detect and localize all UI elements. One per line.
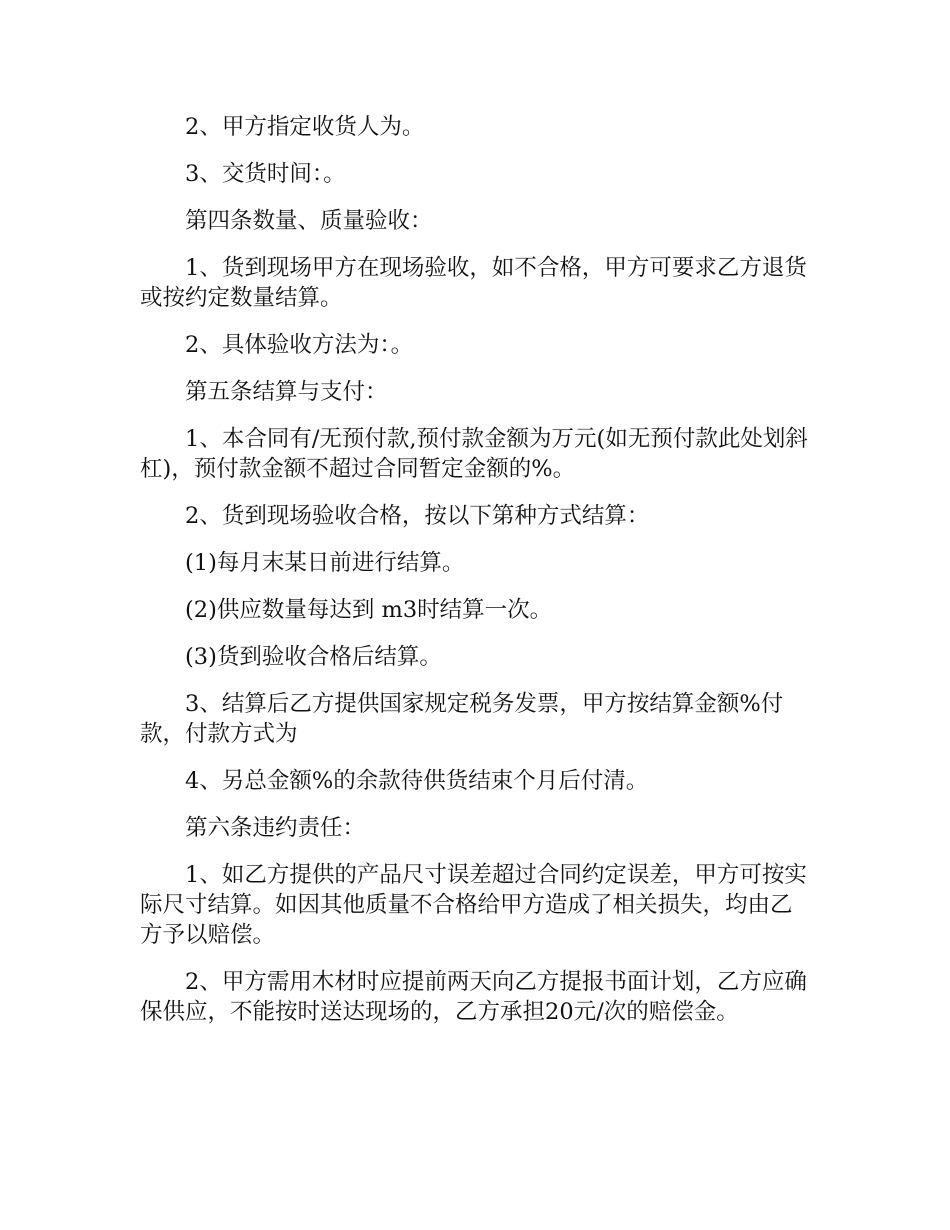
article-6-heading: 第六条违约责任：: [185, 815, 366, 841]
clause-balance-payment: 4、另总金额%的余款待供货结束个月后付清。: [185, 768, 649, 794]
clause-advance-payment: 1、本合同有/无预付款,预付款金额为万元(如无预付款此处划斜杠)，预付款金额不超过合同暂定金额的%。: [140, 426, 808, 482]
clause-invoice-payment: 3、结算后乙方提供国家规定税务发票，甲方按结算金额%付款，付款方式为: [140, 691, 784, 747]
clause-on-site-inspection: 1、货到现场甲方在现场验收，如不合格，甲方可要求乙方退货或按约定数量结算。: [140, 255, 807, 311]
settlement-option-3: (3)货到验收合格后结算。: [185, 644, 442, 670]
document-body: [140, 112, 812, 1044]
settlement-option-1: (1)每月末某日前进行结算。: [185, 550, 465, 576]
clause-supply-plan: 2、甲方需用木材时应提前两天向乙方提报书面计划，乙方应确保供应，不能按时送达现场的，乙方承担20元/次的赔偿金。: [140, 969, 807, 1025]
clause-consignee: 2、甲方指定收货人为。: [185, 114, 425, 140]
clause-delivery-time: 3、交货时间：。: [185, 161, 346, 187]
clause-inspection-method: 2、具体验收方法为：。: [185, 332, 414, 358]
settlement-option-2: (2)供应数量每达到 m3时结算一次。: [185, 597, 553, 623]
clause-settlement-method: 2、货到现场验收合格，按以下第种方式结算：: [185, 503, 650, 529]
clause-size-deviation: 1、如乙方提供的产品尺寸误差超过合同约定误差，甲方可按实际尺寸结算。如因其他质量不合格给甲方造成了相关损失，均由乙方予以赔偿。: [140, 862, 807, 948]
article-5-heading: 第五条结算与支付：: [185, 379, 388, 405]
article-4-heading: 第四条数量、质量验收：: [185, 208, 433, 234]
